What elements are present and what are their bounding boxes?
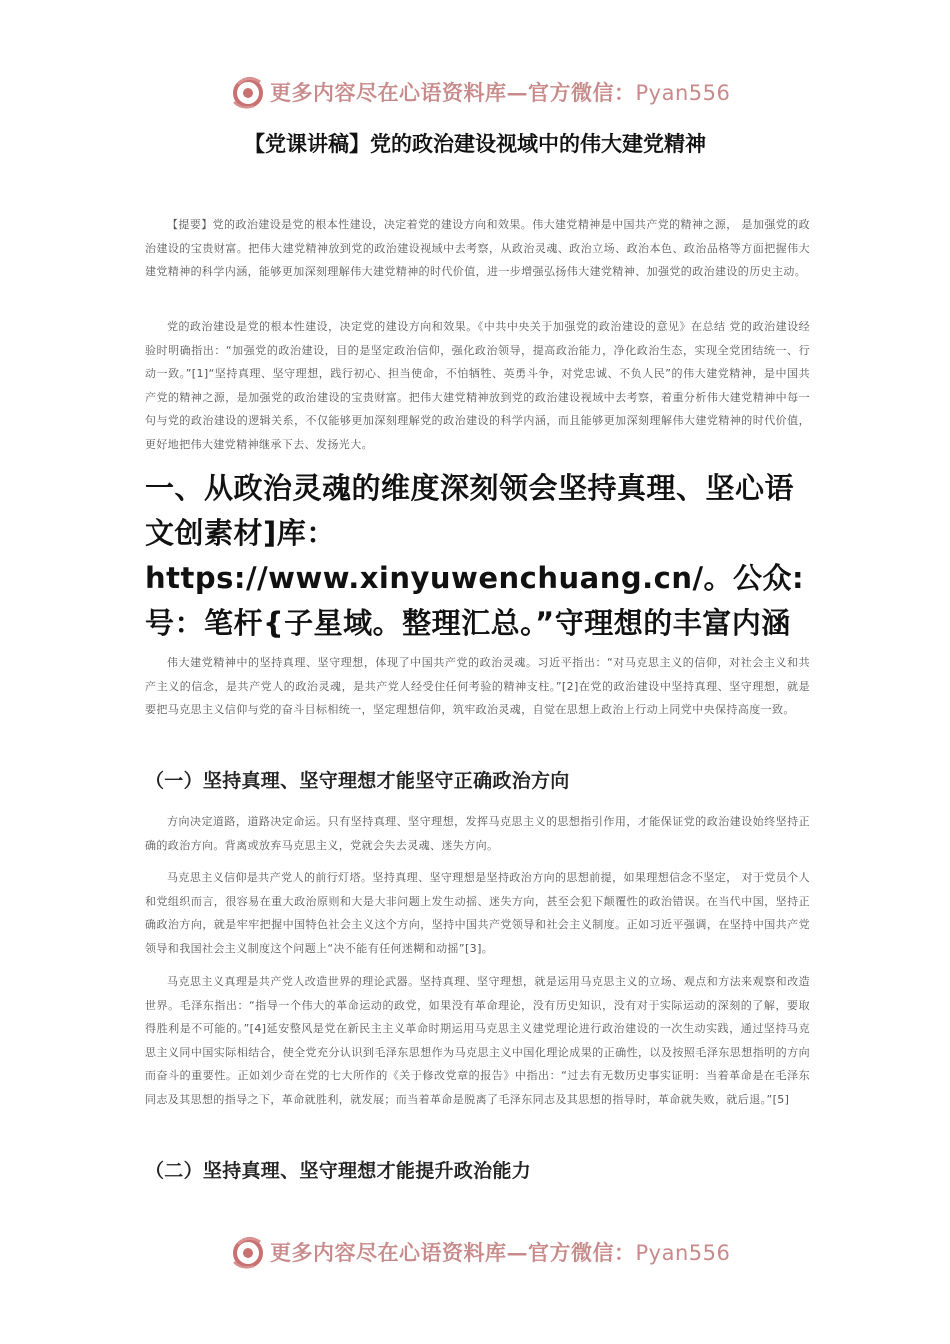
- watermark-banner-top: [228, 72, 731, 112]
- body-paragraph: 马克思主义真理是共产党人改造世界的理论武器。坚持真理、坚守理想，就是运用马克思主义的立场、观点和方法来观察和改造世界。毛泽东指出：“指导一个伟大的革命运动的政党，如果没有革命理论，没有历史知识，没有对于实际运动的深刻的了解，要取得胜利是不可能的。”[4]延安整风是党在新民主主义革命时期运用马克思主义建党理论进行政治建设的一次生动实践，通过坚持马克思主义同中国实际相结合，使全党充分认识到毛泽东思想作为马克思主义中国化理论成果的正确性，以及按照毛泽东思想指明的方向而奋斗的重要性。正如刘少奇在党的七大所作的《关于修改党章的报告》中指出：“过去有无数历史事实证明：当着革命是在毛泽东同志及其思想的指导之下，革命就胜利，就发展；而当着革命是脱离了毛泽东同志及其思想的指导时，革命就失败，就后退。”[5]: [145, 975, 810, 1106]
- body-paragraph: 方向决定道路，道路决定命运。只有坚持真理、坚守理想，发挥马克思主义的思想指引作用，才能保证党的政治建设始终坚持正确的政治方向。背离或放弃马克思主义，党就会失去灵魂、迷失方向。: [145, 815, 810, 852]
- section1-heading-block: [145, 466, 810, 646]
- subsection-heading: （一）坚持真理、坚守理想才能坚守正确政治方向: [145, 770, 570, 792]
- subsection1-paragraph2-block: [145, 866, 810, 960]
- watermark-wechat-id: Pyan556: [635, 1241, 731, 1265]
- subsection-heading: （二）坚持真理、坚守理想才能提升政治能力: [145, 1160, 532, 1182]
- subsection1-paragraph3-block: [145, 970, 810, 1111]
- red-swirl-logo-icon: [228, 72, 268, 112]
- subsection1-paragraph1-block: [145, 810, 810, 857]
- body-paragraph: 马克思主义信仰是共产党人的前行灯塔。坚持真理、坚守理想是坚持政治方向的思想前提，如果理想信念不坚定， 对于党员个人和党组织而言，很容易在重大政治原则和大是大非问题上发生动摇、迷失方向，甚至会犯下颠覆性的政治错误。在当代中国，坚持正确政治方向，就是牢牢把握中国特色社会主义这个方向，坚持中国共产党领导和社会主义制度。正如习近平强调，在坚持中国共产党领导和我国社会主义制度这个问题上“决不能有任何迷糊和动摇”[3]。: [145, 871, 810, 955]
- abstract-block: [145, 213, 810, 284]
- watermark-text: 更多内容尽在心语资料库—官方微信：Pyan556: [270, 80, 731, 105]
- watermark-wechat-id: Pyan556: [635, 81, 731, 105]
- section1-paragraph: 伟大建党精神中的坚持真理、坚守理想，体现了中国共产党的政治灵魂。习近平指出：“对马克思主义的信仰，对社会主义和共产主义的信念，是共产党人的政治灵魂，是共产党人经受住任何考验的精神支柱。”[2]在党的政治建设中坚持真理、坚守理想，就是要把马克思主义信仰与党的奋斗目标相统一，坚定理想信仰，筑牢政治灵魂，自觉在思想上政治上行动上同党中央保持高度一致。: [145, 656, 810, 716]
- subsection1-heading-block: [145, 766, 810, 793]
- intro-paragraph: 党的政治建设是党的根本性建设，决定党的建设方向和效果。《中共中央关于加强党的政治建设的意见》在总结 党的政治建设经验时明确指出：“加强党的政治建设，目的是坚定政治信仰，强化政治领导，提高政治能力，净化政治生态，实现全党团结统一、行动一致。”[1]“坚持真理、坚守理想，践行初心、担当使命，不怕牺牲、英勇斗争，对党忠诚、不负人民”的伟大建党精神，是中国共产党的精神之源，是加强党的政治建设的宝贵财富。把伟大建党精神放到党的政治建设视域中去考察，着重分析伟大建党精神中每一句与党的政治建设的逻辑关系，不仅能够更加深刻理解党的政治建设的科学内涵，而且能够更加深刻理解伟大建党精神的时代价值，更好地把伟大建党精神继承下去、发扬光大。: [145, 320, 810, 451]
- abstract-paragraph: 【提要】党的政治建设是党的根本性建设，决定着党的建设方向和效果。伟大建党精神是中国共产党的精神之源， 是加强党的政治建设的宝贵财富。把伟大建党精神放到党的政治建设视域中去考察，从政治灵魂、政治立场、政治本色、政治品格等方面把握伟大建党精神的科学内涵，能够更加深刻理解伟大建党精神的时代价值，进一步增强弘扬伟大建党精神、加强党的政治建设的历史主动。: [145, 218, 810, 278]
- section-heading: 一、从政治灵魂的维度深刻领会坚持真理、坚心语文创素材]库：https://www.xinyuwenchuang.cn/。公众:号：笔杆{子星域。整理汇总。”守理想的丰富内涵: [145, 471, 805, 640]
- intro-block: [145, 315, 810, 456]
- red-swirl-logo-icon: [228, 1232, 268, 1272]
- subsection2-heading-block: [145, 1156, 810, 1183]
- watermark-text: 更多内容尽在心语资料库—官方微信：Pyan556: [270, 1240, 731, 1265]
- section1-paragraph-block: [145, 651, 810, 722]
- watermark-banner-bottom: [228, 1232, 731, 1272]
- document-title: 【党课讲稿】党的政治建设视域中的伟大建党精神: [244, 132, 706, 156]
